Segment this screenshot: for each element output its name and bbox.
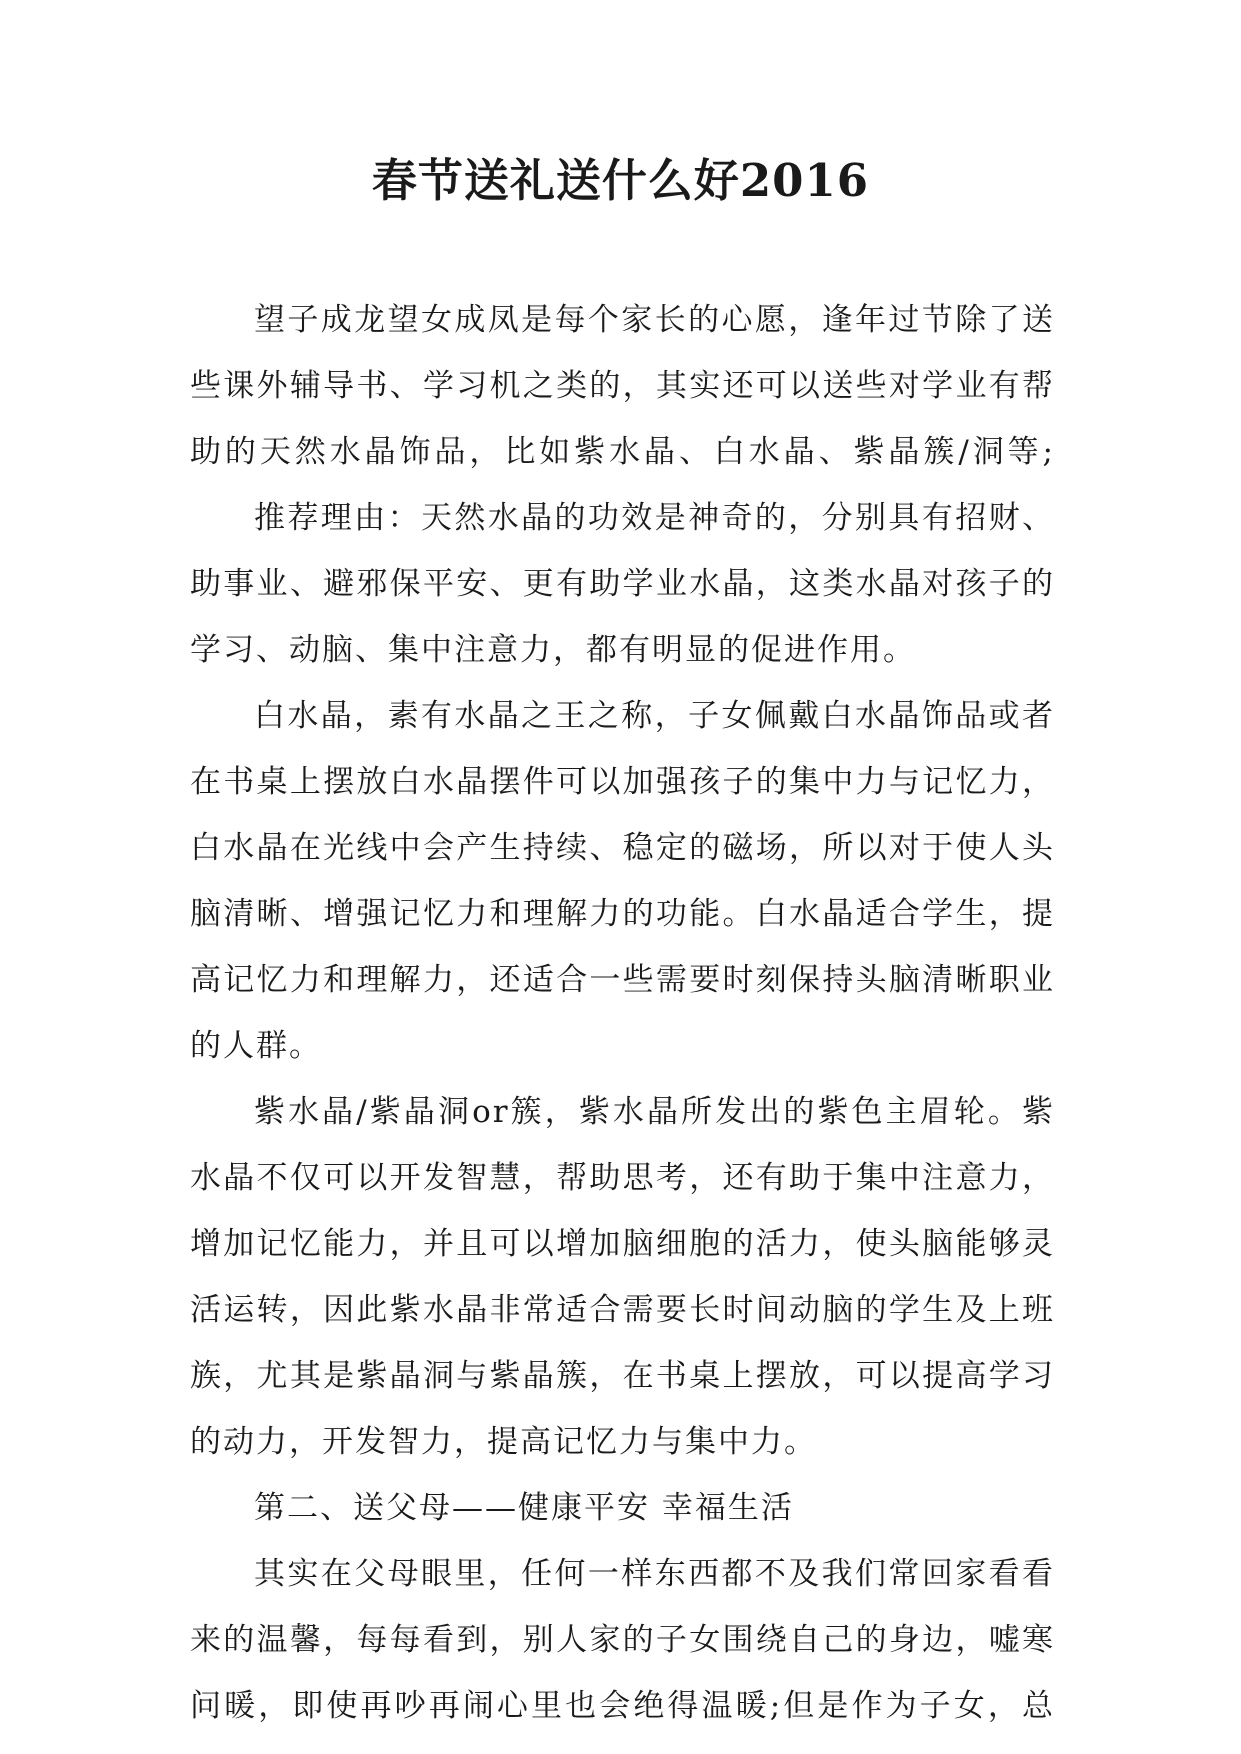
paragraph-3-line-1: 白水晶，素有水晶之王之称，子女佩戴白水晶饰品或者	[254, 698, 1055, 734]
document-body	[190, 287, 1055, 1739]
paragraph-1-line-1: 望子成龙望女成凤是每个家长的心愿，逢年过节除了送	[254, 302, 1055, 338]
paragraph-4-line-1: 紫水晶/紫晶洞or簇，紫水晶所发出的紫色主眉轮。紫	[254, 1094, 1055, 1130]
paragraph-4-line-5: 族，尤其是紫晶洞与紫晶簇，在书桌上摆放，可以提高学习	[190, 1358, 1055, 1394]
paragraph-3-line-3: 白水晶在光线中会产生持续、稳定的磁场，所以对于使人头	[190, 830, 1055, 866]
paragraph-6-line-2: 来的温馨，每每看到，别人家的子女围绕自己的身边，嘘寒	[190, 1622, 1055, 1658]
paragraph-4-line-3: 增加记忆能力，并且可以增加脑细胞的活力，使头脑能够灵	[190, 1226, 1055, 1262]
paragraph-4-line-6: 的动力，开发智力，提高记忆力与集中力。	[190, 1424, 817, 1460]
paragraph-2-line-2: 助事业、避邪保平安、更有助学业水晶，这类水晶对孩子的	[190, 566, 1055, 602]
paragraph-3-line-6: 的人群。	[190, 1028, 322, 1064]
section-heading-parents: 第二、送父母——健康平安 幸福生活	[254, 1490, 794, 1526]
paragraph-6-line-3: 问暖，即使再吵再闹心里也会绝得温暖;但是作为子女，总	[190, 1688, 1055, 1724]
paragraph-3-line-5: 高记忆力和理解力，还适合一些需要时刻保持头脑清晰职业	[190, 962, 1055, 998]
paragraph-2-line-3: 学习、动脑、集中注意力，都有明显的促进作用。	[190, 632, 916, 668]
paragraph-4-line-2: 水晶不仅可以开发智慧，帮助思考，还有助于集中注意力，	[190, 1160, 1055, 1196]
paragraph-1-line-2: 些课外辅导书、学习机之类的，其实还可以送些对学业有帮	[190, 368, 1055, 404]
paragraph-4-line-4: 活运转，因此紫水晶非常适合需要长时间动脑的学生及上班	[190, 1292, 1055, 1328]
paragraph-3-line-2: 在书桌上摆放白水晶摆件可以加强孩子的集中力与记忆力，	[190, 764, 1055, 800]
paragraph-2-line-1: 推荐理由：天然水晶的功效是神奇的，分别具有招财、	[254, 500, 1055, 536]
document-title: 春节送礼送什么好2016	[371, 154, 870, 207]
paragraph-3-line-4: 脑清晰、增强记忆力和理解力的功能。白水晶适合学生，提	[190, 896, 1055, 932]
paragraph-6-line-1: 其实在父母眼里，任何一样东西都不及我们常回家看看	[254, 1556, 1055, 1592]
paragraph-1-line-3: 助的天然水晶饰品，比如紫水晶、白水晶、紫晶簇/洞等;	[190, 434, 1055, 470]
